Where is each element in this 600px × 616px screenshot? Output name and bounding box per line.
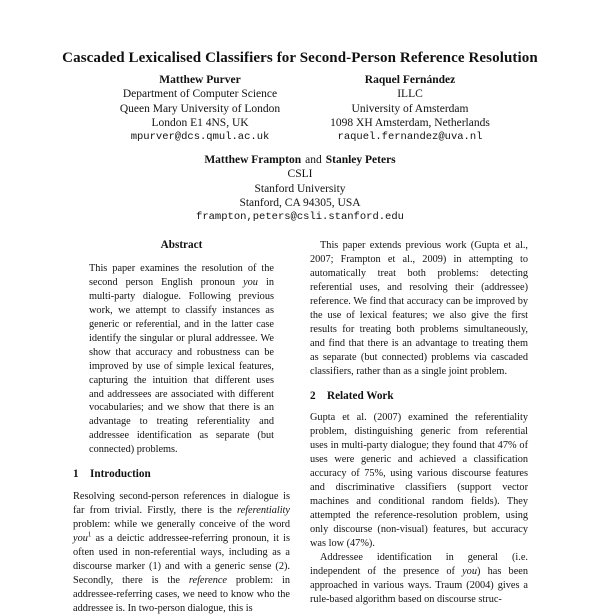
- paper-title: Cascaded Lexicalised Classifiers for Second-Person Reference Resolution: [62, 50, 538, 66]
- author-affiliation-line: Queen Mary University of London: [119, 102, 281, 115]
- joint-author-names: [140, 153, 460, 167]
- body-emphasis: referentiality: [237, 505, 290, 517]
- author-affiliation-line: Stanford University: [254, 182, 346, 195]
- author-affiliation-line: London E1 4NS, UK: [151, 116, 249, 129]
- abstract-text: in multi-party dialogue. Following previous work, we attempt to classify instances as generic or referential, and in the latter case identify the singular or plural addressee. We show that accuracy and robustness can be improved by use of simple lexical features, capturing the intuition that different uses and addressees are associated with different vocabularies; and we show that there is an advantage to treating referentiality and addressee identification as separate (but connected) problems.: [89, 276, 275, 456]
- author-affiliation-line: Stanford, CA 94305, USA: [239, 196, 361, 209]
- abstract-paragraph: [89, 262, 274, 457]
- extension-paragraph: This paper extends previous work (Gupta et al., 2007; Frampton et al., 2009) in attempting to automatically treat both problems: detecting referential uses, and resolving their (addressee) reference. We find that accuracy can be improved by the use of lexical features; we also give the first results for treating both problems simultaneously, and find that there is an advantage to treating them as separate (but connected) problems via cascaded classifiers, rather than as a single joint problem.: [310, 240, 528, 377]
- author-name: Matthew Frampton: [204, 154, 302, 166]
- abstract-text: This paper examines the resolution of the second person English pronoun: [89, 262, 274, 288]
- intro-paragraph: [73, 490, 290, 616]
- abstract-body: [89, 262, 274, 457]
- footnote-marker[interactable]: 1: [87, 530, 92, 539]
- body-emphasis: you: [73, 533, 88, 545]
- author-name: Matthew Purver: [159, 74, 241, 86]
- author-block-fernandez: [310, 73, 510, 144]
- left-column: [73, 239, 290, 616]
- author-affiliation-line: ILLC: [397, 88, 423, 101]
- body-text: ) has been approached in various ways. Traum (2004) gives a rule-based algorithm based on discourse struc-: [310, 565, 528, 605]
- author-affiliation-line: Department of Computer Science: [122, 88, 278, 101]
- section-title: Introduction: [90, 468, 151, 481]
- body-emphasis: you: [462, 565, 477, 577]
- section-number: 2: [310, 389, 316, 402]
- body-text: problem: in addressee-referring cases, we need to know who the addressee is. In two-person dialogue, this is: [73, 574, 290, 614]
- related-paragraph: [310, 551, 528, 607]
- abstract-heading: Abstract: [160, 239, 203, 251]
- body-text: Resolving second-person references in dialogue is far from trivial. Firstly, there is the: [73, 491, 290, 517]
- section-title: Related Work: [327, 389, 394, 402]
- right-column: [310, 239, 528, 607]
- body-text: as a deictic addressee-referring pronoun, it is often used in non-referential ways, including as a discourse marker (1) and with a generic sense (2). Secondly, there is the: [73, 533, 290, 586]
- author-email[interactable]: raquel.fernandez@uva.nl: [337, 131, 483, 144]
- author-name: Stanley Peters: [325, 154, 396, 166]
- section-heading-related-work: [310, 390, 528, 404]
- author-email[interactable]: frampton,peters@csli.stanford.edu: [196, 211, 404, 224]
- related-paragraph: Gupta et al. (2007) examined the referentiality problem, distinguishing generic from referential uses in multi-party dialogue; they found that 47% of uses were generic and achieved a classification accuracy of 75%, using various discourse features and discriminative classifiers (support vector machines and conditional random fields). They attempted the reference-resolution problem, using only discourse (non-visual) features, but accuracy was low (47%).: [310, 412, 528, 550]
- section-heading-introduction: [73, 468, 290, 482]
- body-text: Addressee identification in general (i.e. independent of the presence of: [310, 552, 528, 577]
- author-email[interactable]: mpurver@dcs.qmul.ac.uk: [130, 131, 270, 144]
- author-block-purver: [100, 73, 300, 144]
- author-affiliation-line: CSLI: [287, 168, 313, 181]
- author-name: Raquel Fernández: [364, 74, 456, 86]
- author-block-frampton-peters: [140, 153, 460, 224]
- author-affiliation-line: 1098 XH Amsterdam, Netherlands: [330, 116, 490, 129]
- body-emphasis: reference: [188, 574, 227, 586]
- body-text: problem: while we generally conceive of the word: [73, 519, 290, 531]
- author-conjunction: and: [305, 154, 322, 166]
- abstract-emphasis: you: [243, 276, 258, 288]
- section-number: 1: [73, 468, 79, 481]
- author-affiliation-line: University of Amsterdam: [351, 102, 469, 115]
